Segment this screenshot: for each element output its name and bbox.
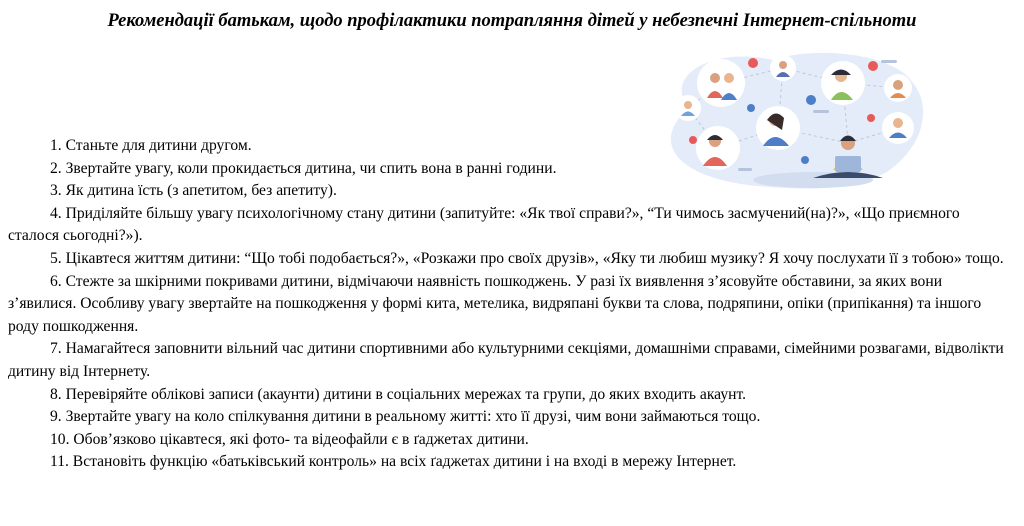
list-item: 8. Перевіряйте облікові записи (акаунти) дитини в соціальних мережах та групи, до яких входить акаунт.	[50, 385, 746, 403]
list-item: 6. Стежте за шкірними покривами дитини, відмічаючи наявність пошкоджень. У разі їх виявлення з’ясовуйте обставини, за яких вони з’явилися. Особливу увагу звертайте на пошкодження у формі кита, метелика, видряпані букви та слова, подряпини, опіки (припікання) та іншого роду пошкодження.	[8, 272, 982, 335]
recommendations-list	[8, 135, 1013, 474]
list-item: 11. Встановіть функцію «батьківський контроль» на всіх ґаджетах дитини і на вході в мережу Інтернет.	[50, 453, 737, 471]
list-item: 1. Станьте для дитини другом.	[50, 137, 252, 154]
list-item: 3. Як дитина їсть (з апетитом, без апетиту).	[50, 182, 337, 200]
list-item: 2. Звертайте увагу, коли прокидається дитина, чи спить вона в ранні години.	[50, 159, 557, 177]
list-item: 9. Звертайте увагу на коло спілкування дитини в реальному житті: хто її друзі, чим вони займаються тощо.	[50, 408, 761, 426]
list-item: 7. Намагайтеся заповнити вільний час дитини спортивними або культурними секціями, домашніми справами, сімейними розвагами, відволікти дитину від Інтернету.	[8, 340, 1004, 380]
list-item: 5. Цікавтеся життям дитини: “Що тобі подобається?», «Розкажи про своїх друзів», «Яку ти любиш музику? Я хочу послухати її з тобою» тощо.	[50, 249, 1004, 267]
document-title: Рекомендації батькам, щодо профілактики потрапляння дітей у небезпечні Інтернет-спільноти	[107, 11, 917, 31]
list-item: 4. Приділяйте більшу увагу психологічному стану дитини (запитуйте: «Як твої справи?», “Ти чимось засмучений(на)?», «Що приємного сталося сьогодні?»).	[8, 204, 960, 245]
list-item: 10. Обов’язково цікавтеся, які фото- та відеофайли є в ґаджетах дитини.	[50, 430, 529, 448]
